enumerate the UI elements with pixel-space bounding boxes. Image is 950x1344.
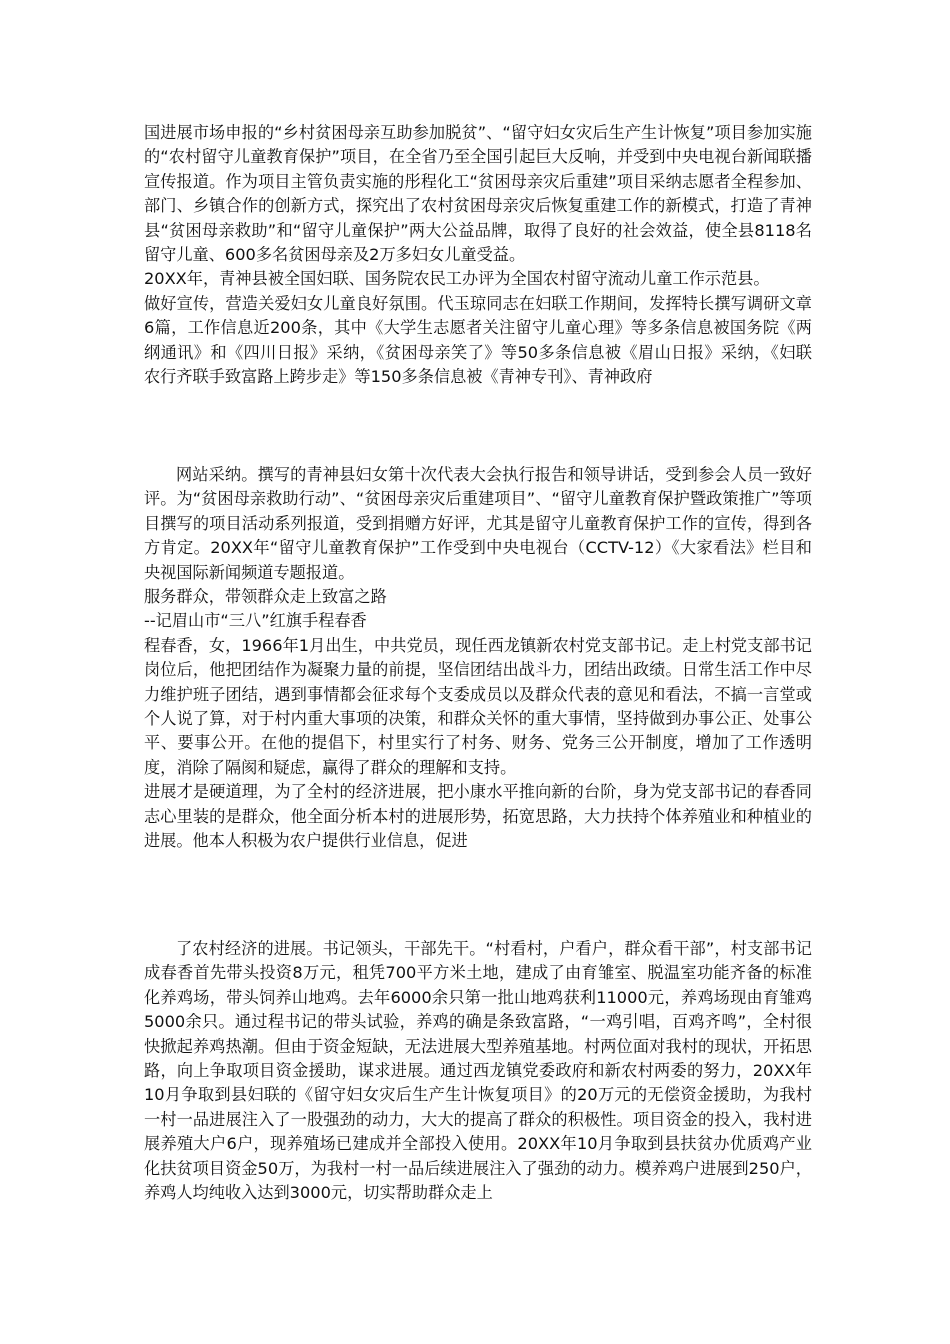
text-block-top (144, 121, 812, 389)
text-block-middle (144, 463, 812, 854)
paragraph-profile: 程春香，女，1966年1月出生，中共党员，现任西龙镇新农村党支部书记。走上村党支部书记岗位后，他把团结作为凝聚力量的前提，坚信团结出战斗力，团结出政绩。日常生活工作中尽力维护班子团结，遇到事情都会征求每个支委成员以及群众代表的意见和看法，不搞一言堂或个人说了算，对于村内重大事项的决策，和群众关怀的重大事情，坚持做到办事公正、处事公平、要事公开。在他的提倡下，村里实行了村务、财务、党务三公开制度，增加了工作透明度，消除了隔阂和疑虑，赢得了群众的理解和支持。 (144, 635, 812, 777)
text-block-bottom (144, 937, 812, 1205)
paragraph-rural-economy: 了农村经济的进展。书记领头，干部先干。“村看村，户看户，群众看干部”，村支部书记成春香首先带头投资8万元，租凭700平方米土地，建成了由育雏室、脱温室功能齐备的标准化养鸡场，带头饲养山地鸡。去年6000余只第一批山地鸡获利11000元，养鸡场现由育雏鸡5000余只。通过程书记的带头试验，养鸡的确是条致富路，“一鸡引唱，百鸡齐鸣”，全村很快掀起养鸡热潮。但由于资金短缺，无法进展大型养殖基地。村两位面对我村的现状，开拓思路，向上争取项目资金援助，谋求进展。通过西龙镇党委政府和新农村两委的努力，20XX年10月争取到县妇联的《留守妇女灾后生产生计恢复项目》的20万元的无偿资金援助，为我村一村一品进展注入了一股强劲的动力，大大的提高了群众的积极性。项目资金的投入，我村进展养殖大户6户，现养殖场已建成并全部投入使用。20XX年10月争取到县扶贫办优质鸡产业化扶贫项目资金50万，为我村一村一品后续进展注入了强劲的动力。模养鸡户进展到250户，养鸡人均纯收入达到3000元，切实帮助群众走上 (144, 939, 812, 1203)
section-subheading: --记眉山市“三八”红旗手程春香 (144, 611, 367, 631)
paragraph-project-summary: 国进展市场申报的“乡村贫困母亲互助参加脱贫”、“留守妇女灾后生产生计恢复”项目参加实施的“农村留守儿童教育保护”项目，在全省乃至全国引起巨大反响，并受到中央电视台新闻联播宣传报道。作为项目主管负责实施的彤程化工“贫困母亲灾后重建”项目采纳志愿者全程参加、部门、乡镇合作的创新方式，探究出了农村贫困母亲灾后恢复重建工作的新模式，打造了青神县“贫困母亲救助”和“留守儿童保护”两大公益品牌，取得了良好的社会效益，使全县8118名留守儿童、600多名贫困母亲及2万多妇女儿童受益。 (144, 123, 812, 265)
paragraph-website-adoption: 网站采纳。撰写的青神县妇女第十次代表大会执行报告和领导讲话，受到参会人员一致好评。为“贫困母亲救助行动”、“贫困母亲灾后重建项目”、“留守儿童教育保护暨政策推广”等项目撰写的项目活动系列报道，受到捐赠方好评，尤其是留守儿童教育保护工作的宣传，得到各方肯定。20XX年“留守儿童教育保护”工作受到中央电视台（CCTV-12）《大家看法》栏目和央视国际新闻频道专题报道。 (144, 465, 812, 582)
section-heading: 服务群众，带领群众走上致富之路 (144, 587, 387, 607)
paragraph-demo-county: 20XX年，青神县被全国妇联、国务院农民工办评为全国农村留守流动儿童工作示范县。 (144, 269, 770, 289)
paragraph-development: 进展才是硬道理，为了全村的经济进展，把小康水平推向新的台阶，身为党支部书记的春香同志心里装的是群众，他全面分析本村的进展形势，拓宽思路，大力扶持个体养殖业和种植业的进展。他本人积极为农户提供行业信息，促进 (144, 782, 812, 851)
paragraph-publicity: 做好宣传，营造关爱妇女儿童良好氛围。代玉琼同志在妇联工作期间，发挥特长撰写调研文章6篇，工作信息近200条，其中《大学生志愿者关注留守儿童心理》等多条信息被国务院《两纲通讯》和《四川日报》采纳，《贫困母亲笑了》等50多条信息被《眉山日报》采纳，《妇联农行齐联手致富路上跨步走》等150多条信息被《青神专刊》、青神政府 (144, 293, 812, 387)
